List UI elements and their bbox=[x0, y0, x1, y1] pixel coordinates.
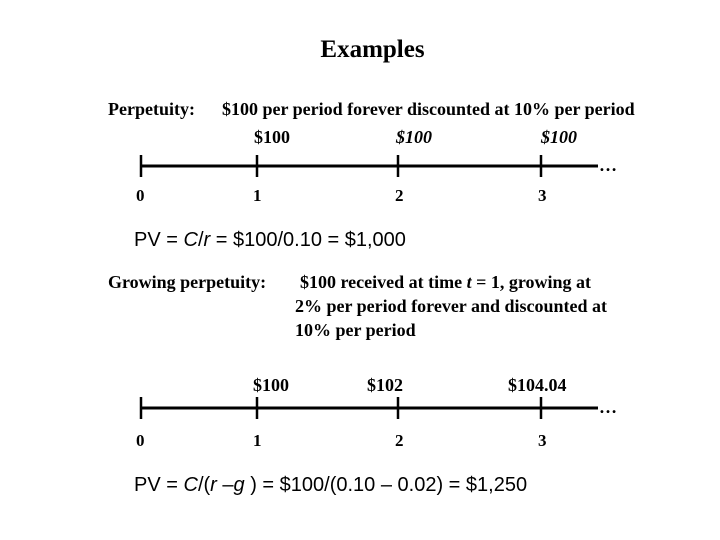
perpetuity-label: Perpetuity: bbox=[108, 99, 195, 119]
growing-cash-flow-3: $104.04 bbox=[508, 375, 567, 395]
perpetuity-description: $100 per period forever discounted at 10% per period bbox=[222, 99, 635, 119]
growing-pv-formula: PV = C/(r –g ) = $100/(0.10 – 0.02) = $1,250 bbox=[134, 474, 528, 496]
growing-period-0: 0 bbox=[136, 431, 145, 450]
perpetuity-cash-flow-3: $100 bbox=[541, 127, 577, 147]
growing-cash-flow-1: $100 bbox=[253, 375, 289, 395]
growing-cash-flow-2: $102 bbox=[367, 375, 403, 395]
growing-description-line3: 10% per period bbox=[295, 320, 416, 340]
perpetuity-period-3: 3 bbox=[538, 186, 547, 205]
perpetuity-pv-formula: PV = C/r = $100/0.10 = $1,000 bbox=[134, 229, 406, 251]
growing-label: Growing perpetuity: bbox=[108, 272, 267, 292]
perpetuity-cash-flow-2: $100 bbox=[396, 127, 432, 147]
perpetuity-ellipsis: … bbox=[599, 155, 617, 175]
growing-period-3: 3 bbox=[538, 431, 547, 450]
perpetuity-cash-flow-1: $100 bbox=[254, 127, 290, 147]
growing-description-line1: $100 received at time t = 1, growing at bbox=[300, 272, 592, 292]
growing-ellipsis: … bbox=[599, 397, 617, 417]
growing-description-line2: 2% per period forever and discounted at bbox=[295, 296, 608, 316]
page-title: Examples bbox=[320, 36, 425, 63]
growing-period-1: 1 bbox=[253, 431, 262, 450]
perpetuity-period-0: 0 bbox=[136, 186, 145, 205]
growing-period-2: 2 bbox=[395, 431, 404, 450]
perpetuity-period-2: 2 bbox=[395, 186, 404, 205]
perpetuity-period-1: 1 bbox=[253, 186, 262, 205]
